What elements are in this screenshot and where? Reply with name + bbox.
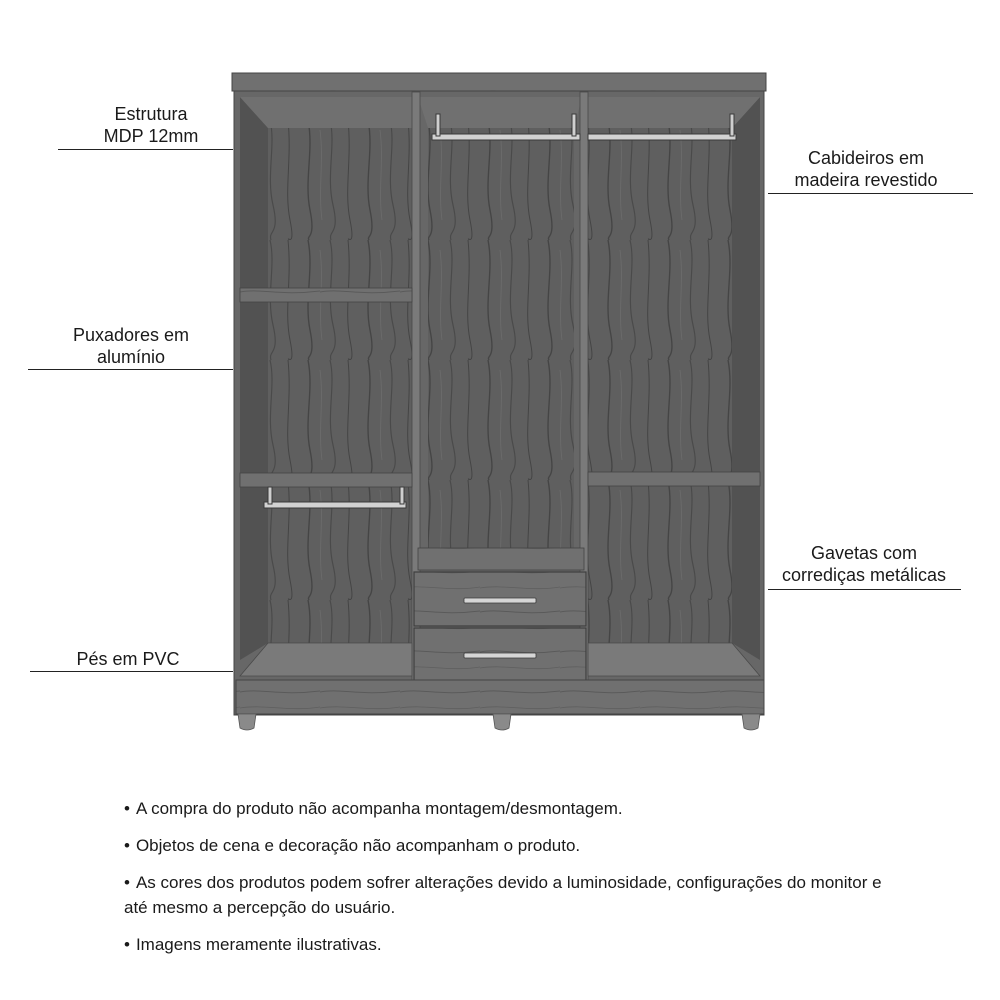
note-item <box>124 870 904 920</box>
callout-gavetas-line1: Gavetas com <box>810 543 918 563</box>
note-text: As cores dos produtos podem sofrer alterações devido a luminosidade, configurações do monitor e até mesmo a percepção do usuário. <box>124 873 882 917</box>
bullet-icon: • <box>124 935 130 954</box>
foot-right <box>742 714 760 730</box>
callout-gavetas-line2: corrediças metálicas <box>781 565 947 585</box>
note-text: Imagens meramente ilustrativas. <box>135 935 382 954</box>
callout-cabideiros-line2: madeira revestido <box>794 170 938 190</box>
floor-right <box>588 643 760 676</box>
wardrobe-base <box>236 680 764 714</box>
callout-puxadores-line1: Puxadores em <box>72 325 190 345</box>
callout-cabideiros-line1: Cabideiros em <box>807 148 925 168</box>
callout-estrutura-line2: MDP 12mm <box>103 126 199 146</box>
note-item <box>124 796 904 821</box>
wardrobe-top <box>232 73 766 91</box>
back-panel-center <box>428 128 574 548</box>
drawer-2-handle <box>464 653 536 658</box>
foot-center <box>493 714 511 730</box>
disclaimer-notes <box>124 796 904 969</box>
back-panel-left <box>268 128 412 643</box>
note-text: Objetos de cena e decoração não acompanham o produto. <box>135 836 581 855</box>
shelf-left-upper <box>240 288 412 302</box>
bullet-icon: • <box>124 799 130 818</box>
floor-left <box>240 643 412 676</box>
bullet-icon: • <box>124 836 130 855</box>
foot-left <box>238 714 256 730</box>
shelf-left-lower <box>240 473 412 487</box>
drawer-1-handle <box>464 598 536 603</box>
drawer-unit-top <box>418 548 584 570</box>
note-text: A compra do produto não acompanha montagem/desmontagem. <box>135 799 623 818</box>
shelf-right <box>588 472 760 486</box>
bullet-icon: • <box>124 873 130 892</box>
back-panel-right <box>588 128 732 643</box>
note-item <box>124 833 904 858</box>
callout-estrutura-line1: Estrutura <box>114 104 188 124</box>
note-item <box>124 932 904 957</box>
callout-puxadores-line2: alumínio <box>96 347 166 367</box>
callout-pes-line1: Pés em PVC <box>76 649 180 669</box>
